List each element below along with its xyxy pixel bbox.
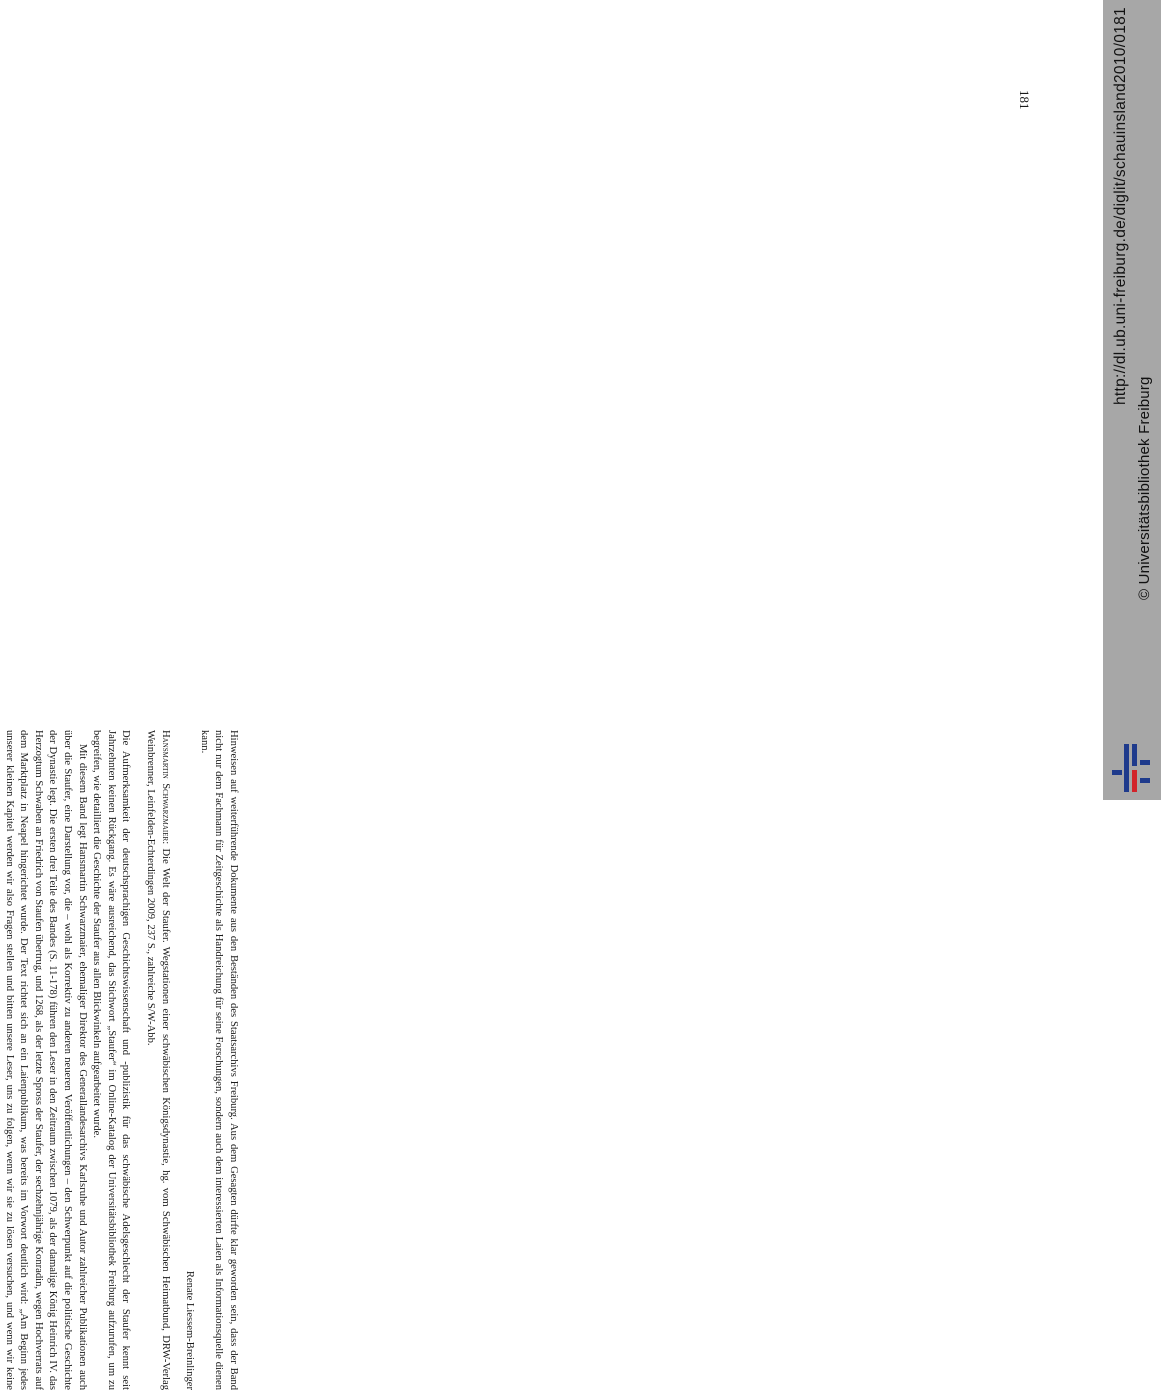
logo-bar <box>1132 770 1137 792</box>
article-2-paragraph: Die Aufmerksamkeit der deutschsprachigen Geschichtswissenschaft und -publizistik für das schwäbische Adelsgeschlecht der Staufer kennt seit Jahrzehnten keinen Rückgang. Es wäre ausreichend, das Stichwort „Staufer“ im Online-Katalog der Universitätsbibliothek Freiburg aufzurufen, um zu begreifen, wie detailliert die Geschichte der Staufer aus allen Blickwinkeln aufgearbeitet wurde. <box>91 730 132 1390</box>
page-number: 181 <box>1017 90 1032 110</box>
article-2-citation-text: : Die Welt der Staufer. Wegstationen einer schwäbischen Königsdynastie, hg. vom Schwäbischen Heimatbund, DRW-Verlag Weinbrenner, Leinfelden-Echterdingen 2009, 237 S., zahlreiche S/W-Abb. <box>145 730 171 1390</box>
article-1-continuation: Hinweisen auf weiterführende Dokumente aus den Beständen des Staatsarchivs Freiburg. Aus dem Gesagten dürfte klar geworden sein, dass der Band nicht nur dem Fachmann für Zeitgeschichte als Handreichung für seine Forschungen, sondern auch dem interessierten Laien als Informationsquelle dienen kann. <box>198 730 239 1390</box>
scanned-book-page <box>100 0 1100 800</box>
page-text-block <box>0 730 240 1390</box>
reviewer-name-1: Renate Liessem-Breinlinger <box>184 1270 196 1390</box>
permalink-url[interactable]: http://dl.ub.uni-freiburg.de/diglit/schauinsland2010/0181 <box>1112 7 1129 405</box>
article-2-author: Hansmartin Schwarzmaier <box>159 730 171 842</box>
logo-bar <box>1132 744 1137 766</box>
copyright-notice: © Universitätsbibliothek Freiburg <box>1136 376 1153 600</box>
logo-bar <box>1112 770 1122 775</box>
logo-bar <box>1140 778 1150 783</box>
logo-bar <box>1140 760 1150 765</box>
logo-bar <box>1124 744 1129 792</box>
article-2-paragraph: Mit diesem Band legt Hansmartin Schwarzmaier, ehemaliger Direktor des Generallandesarchivs Karlsruhe und Autor zahlreicher Publikationen auch über die Staufer, eine Darstellung vor, die – wohl als Korrektiv zu anderen neueren Veröffentlichungen – den Schwerpunkt auf die politische Geschichte der Dynastie legt. Die ersten drei Teile des Bandes (S. 11-178) führen den Leser in den Zeitraum zwischen 1079, als der damalige König Heinrich IV. das Herzogtum Schwaben an Friedrich von Staufen übertrug, und 1268, als der letzte Spross der Staufer, der sechzehnjährige Konradin, wegen Hochverrats auf dem Marktplatz in Neapel hingerichtet wurde. Der Text richtet sich an ein Laienpublikum, was bereits im Vorwort deutlich wird: „Am Beginn jedes unserer kleinen Kapitel werden wir also Fragen stellen und bitten unsere Leser, uns zu folgen, wenn wir sie zu lösen versuchen, und wenn wir keine <box>3 730 88 1390</box>
library-logo-icon <box>1110 740 1154 796</box>
article-2-citation <box>142 730 171 1390</box>
